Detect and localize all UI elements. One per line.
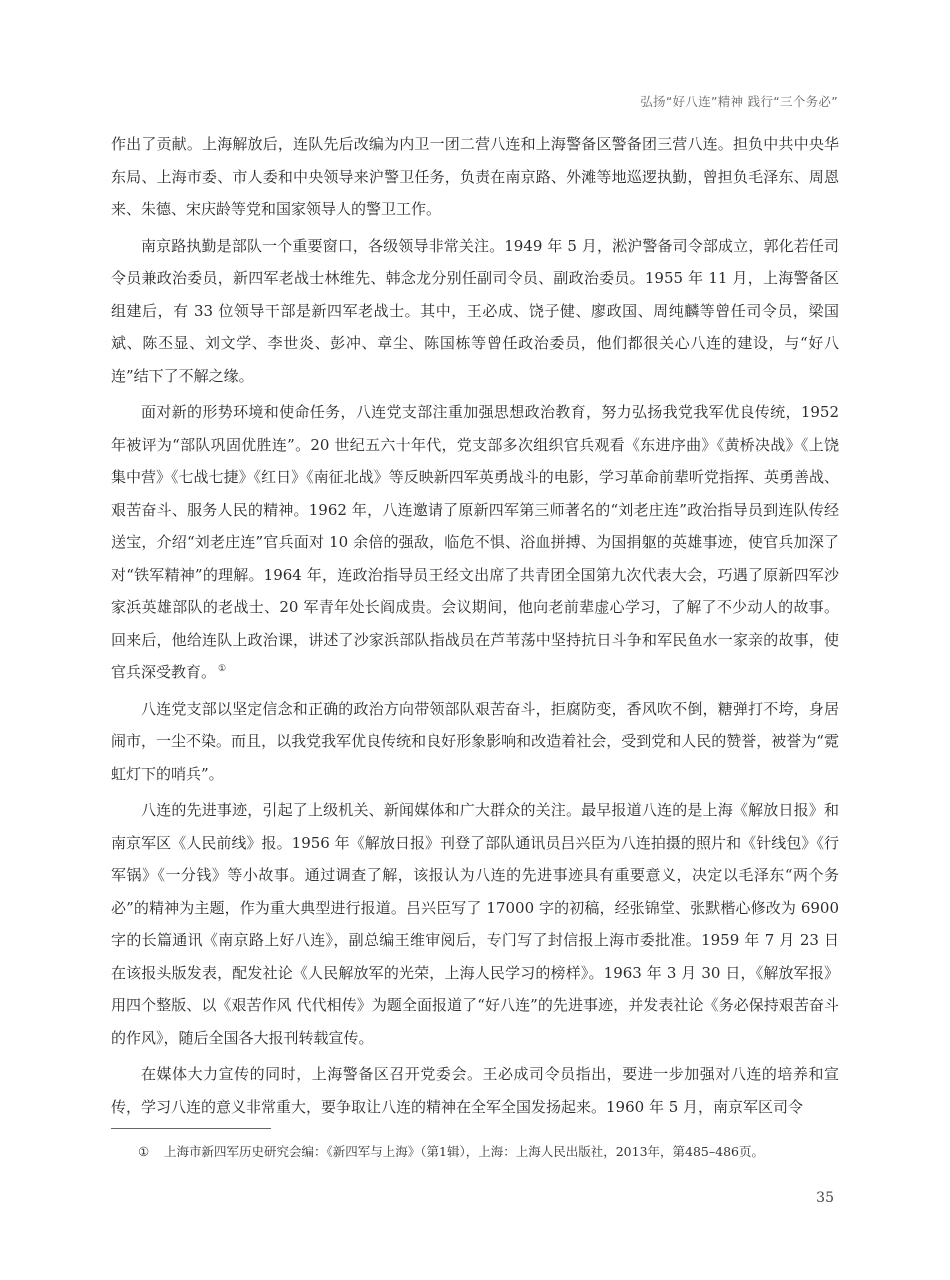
footnote-reference[interactable]: ①: [218, 664, 227, 674]
footnote-marker: ①: [138, 1144, 150, 1159]
paragraph-5: 八连的先进事迹，引起了上级机关、新闻媒体和广大群众的关注。最早报道八连的是上海《解放日报》和南京军区《人民前线》报。1956 年《解放日报》刊登了部队通讯员吕兴臣为八连拍摄的照片和《针线包》《行军锅》《一分钱》等小故事。通过调查了解，该报认为八连的先进事迹具有重要意义，决定以毛泽东“两个务必”的精神为主题，作为重大典型进行报道。吕兴臣写了 17000 字的初稿，经张锦堂、张默楷心修改为 6900 字的长篇通讯《南京路上好八连》，副总编王维审阅后，专门写了封信报上海市委批准。1959 年 7 月 23 日在该报头版发表，配发社论《人民解放军的光荣，上海人民学习的榜样》。1963 年 3 月 30 日，《解放军报》用四个整版、以《艰苦作风 代代相传》为题全面报道了“好八连”的先进事迹，并发表社论《务必保持艰苦奋斗的作风》，随后全国各大报刊转载宣传。: [111, 801, 839, 1047]
paragraph-6: 在媒体大力宣传的同时，上海警备区召开党委会。王必成司令员指出，要进一步加强对八连的培养和宣传，学习八连的意义非常重大，要争取让八连的精神在全军全国发扬起来。1960 年 5 月，南京军区司令: [111, 1065, 839, 1116]
paragraph-3-text: 面对新的形势环境和使命任务，八连党支部注重加强思想政治教育，努力弘扬我党我军优良传统，1952 年被评为“部队巩固优胜连”。20 世纪五六十年代，党支部多次组织官兵观看《东进序曲》《黄桥决战》《上饶集中营》《七战七捷》《红日》《南征北战》等反映新四军英勇战斗的电影，学习革命前辈听党指挥、英勇善战、艰苦奋斗、服务人民的精神。1962 年，八连邀请了原新四军第三师著名的“刘老庄连”政治指导员到连队传经送宝，介绍“刘老庄连”官兵面对 10 余倍的强敌，临危不惧、浴血拼搏、为国捐躯的英雄事迹，使官兵加深了对“铁军精神”的理解。1964 年，连政治指导员王经文出席了共青团全国第九次代表大会，巧遇了原新四军沙家浜英雄部队的老战士、20 军青年处长阎成贵。会议期间，他向老前辈虚心学习，了解了不少动人的故事。回来后，他给连队上政治课，讲述了沙家浜部队指战员在芦苇荡中坚持抗日斗争和军民鱼水一家亲的故事，使官兵深受教育。: [111, 403, 839, 681]
footnote-text: 上海市新四军历史研究会编：《新四军与上海》（第1辑），上海：上海人民出版社，2013年，第485–486页。: [164, 1144, 764, 1159]
running-header: 弘扬“好八连”精神 践行“三个务必”: [640, 94, 838, 109]
body-text: [111, 128, 839, 1127]
footnote-divider: [111, 1128, 271, 1129]
paragraph-4: 八连党支部以坚定信念和正确的政治方向带领部队艰苦奋斗，拒腐防变，香风吹不倒，糖弹打不垮，身居闹市，一尘不染。而且，以我党我军优良传统和良好形象影响和改造着社会，受到党和人民的赞誉，被誉为“霓虹灯下的哨兵”。: [111, 699, 839, 783]
paragraph-1: 作出了贡献。上海解放后，连队先后改编为内卫一团二营八连和上海警备区警备团三营八连。担负中共中央华东局、上海市委、市人委和中央领导来沪警卫任务，负责在南京路、外滩等地巡逻执勤，曾担负毛泽东、周恩来、朱德、宋庆龄等党和国家领导人的警卫工作。: [111, 135, 839, 218]
paragraph-2: 南京路执勤是部队一个重要窗口，各级领导非常关注。1949 年 5 月，淞沪警备司令部成立，郭化若任司令员兼政治委员，新四军老战士林维先、韩念龙分别任副司令员、副政治委员。1955 年 11 月，上海警备区组建后，有 33 位领导干部是新四军老战士。其中，王必成、饶子健、廖政国、周纯麟等曾任司令员，梁国斌、陈丕显、刘文学、李世炎、彭冲、章尘、陈国栋等曾任政治委员，他们都很关心八连的建设，与“好八连”结下了不解之缘。: [111, 236, 839, 385]
page-number: 35: [816, 1190, 834, 1206]
footnote: [138, 1143, 838, 1161]
paragraph-3: [111, 396, 839, 689]
